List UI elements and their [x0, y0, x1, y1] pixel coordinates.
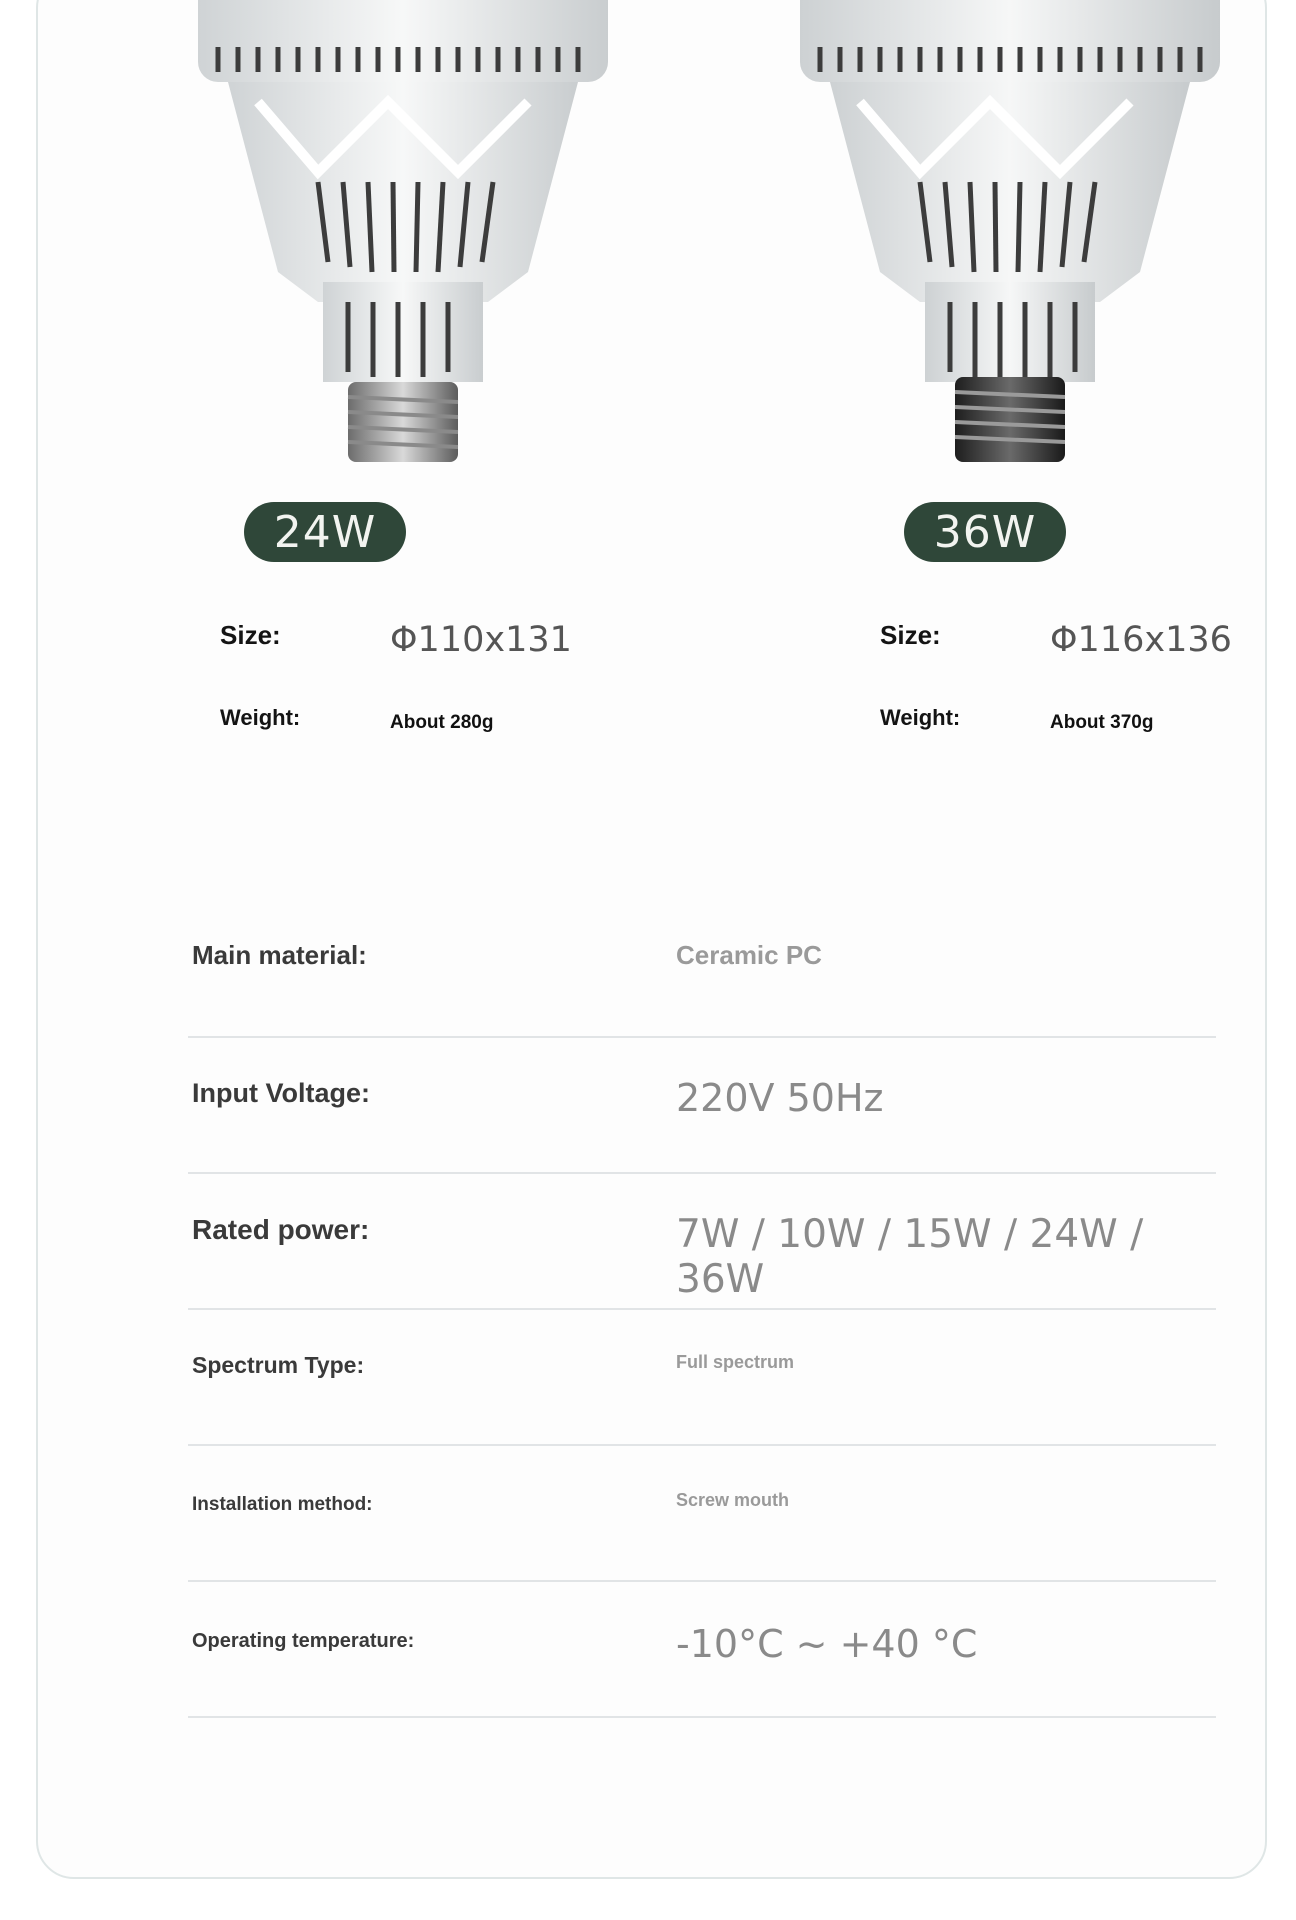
size-label: Size:	[880, 620, 941, 650]
row-value: -10°C ~ +40 °C	[676, 1622, 978, 1666]
row-label: Input Voltage:	[192, 1078, 370, 1108]
row-label: Rated power:	[192, 1214, 370, 1245]
size-value: Φ110x131	[390, 620, 572, 660]
table-row	[188, 1582, 1216, 1718]
table-row	[188, 1310, 1216, 1446]
table-row	[188, 1038, 1216, 1174]
row-label: Operating temperature:	[192, 1630, 415, 1652]
row-label: Installation method:	[192, 1494, 373, 1515]
led-bulb-24w-image	[188, 0, 618, 472]
row-value: Full spectrum	[676, 1352, 795, 1372]
row-value: 7W / 10W / 15W / 24W / 36W	[676, 1212, 1144, 1302]
size-value: Φ116x136	[1050, 620, 1232, 660]
row-value: Ceramic PC	[676, 940, 822, 970]
product-card	[36, 0, 1267, 1879]
table-row	[188, 1446, 1216, 1582]
row-value: 220V 50Hz	[676, 1076, 884, 1120]
row-label: Main material:	[192, 940, 367, 970]
weight-label: Weight:	[880, 705, 961, 730]
table-row	[188, 1174, 1216, 1310]
row-value: Screw mouth	[676, 1490, 790, 1510]
spec-table	[188, 902, 1216, 1718]
weight-value: About 280g	[390, 712, 494, 733]
size-label: Size:	[220, 620, 281, 650]
row-label: Spectrum Type:	[192, 1352, 365, 1378]
wattage-badge-36w: 36W	[904, 502, 1066, 562]
wattage-badge-24w: 24W	[244, 502, 406, 562]
table-row	[188, 902, 1216, 1038]
weight-value: About 370g	[1050, 712, 1154, 733]
led-bulb-36w-image	[795, 0, 1225, 472]
weight-label: Weight:	[220, 705, 301, 730]
